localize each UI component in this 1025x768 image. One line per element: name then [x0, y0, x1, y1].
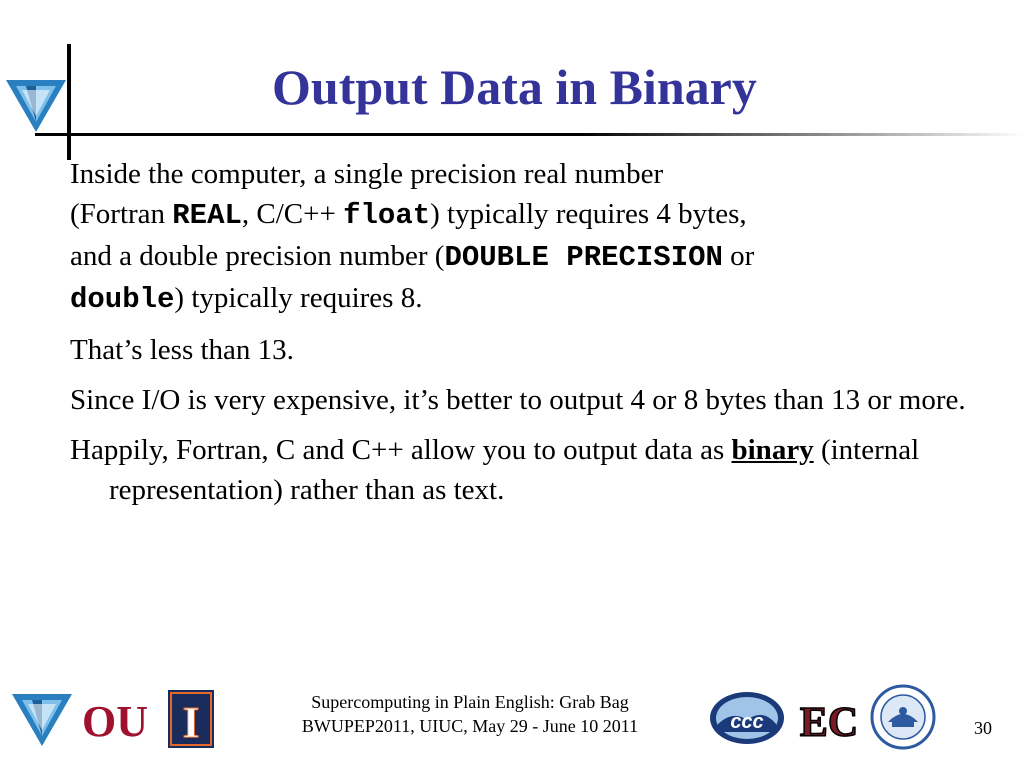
paragraph-4	[70, 430, 970, 510]
p1-line1: Inside the computer, a single precision real number	[70, 158, 664, 190]
p1-text: , C/C++	[241, 198, 344, 230]
page-number: 30	[974, 718, 992, 738]
ccc-logo-icon	[708, 690, 786, 746]
ou-logo-icon	[82, 688, 148, 748]
ec-logo-text: EC	[799, 700, 859, 746]
p1-text: ) typically requires 8.	[174, 282, 423, 314]
ccc-logo-text: ccc	[730, 711, 764, 733]
footer-line-2: BWUPEP2011, UIUC, May 29 - June 10 2011	[301, 716, 639, 736]
illinois-logo-text: I	[182, 698, 200, 747]
ou-logo-text: OU	[82, 697, 148, 746]
code-double-precision: DOUBLE PRECISION	[444, 241, 723, 274]
p1-text: ) typically requires 4 bytes,	[430, 198, 747, 230]
paragraph-1	[70, 154, 970, 320]
slide-title: Output Data in Binary	[272, 59, 757, 115]
footer	[270, 690, 670, 738]
p4-text: Happily, Fortran, C and C++ allow you to output data as	[70, 434, 732, 466]
paragraph-3: Since I/O is very expensive, it’s better to output 4 or 8 bytes than 13 or more.	[70, 384, 966, 416]
p1-text: (Fortran	[70, 198, 173, 230]
oscer-logo-icon	[4, 72, 68, 136]
code-float: float	[343, 199, 431, 232]
title-horizontal-rule	[35, 133, 1025, 136]
p1-text: or	[722, 240, 755, 272]
p1-text: and a double precision number (	[70, 240, 445, 272]
ec-logo-icon	[799, 690, 859, 748]
paragraph-2: That’s less than 13.	[70, 334, 294, 366]
code-double: double	[70, 283, 175, 316]
footer-line-1: Supercomputing in Plain English: Grab Bag	[311, 692, 629, 712]
slide-body	[70, 154, 970, 520]
code-real: REAL	[172, 199, 242, 232]
p4-text: (internal representation) rather than as text.	[109, 434, 920, 506]
hamilton-university-seal-icon	[870, 684, 936, 750]
illinois-i-logo-icon	[168, 690, 214, 748]
binary-emphasis: binary	[731, 434, 814, 466]
oscer-logo-icon	[10, 688, 74, 748]
